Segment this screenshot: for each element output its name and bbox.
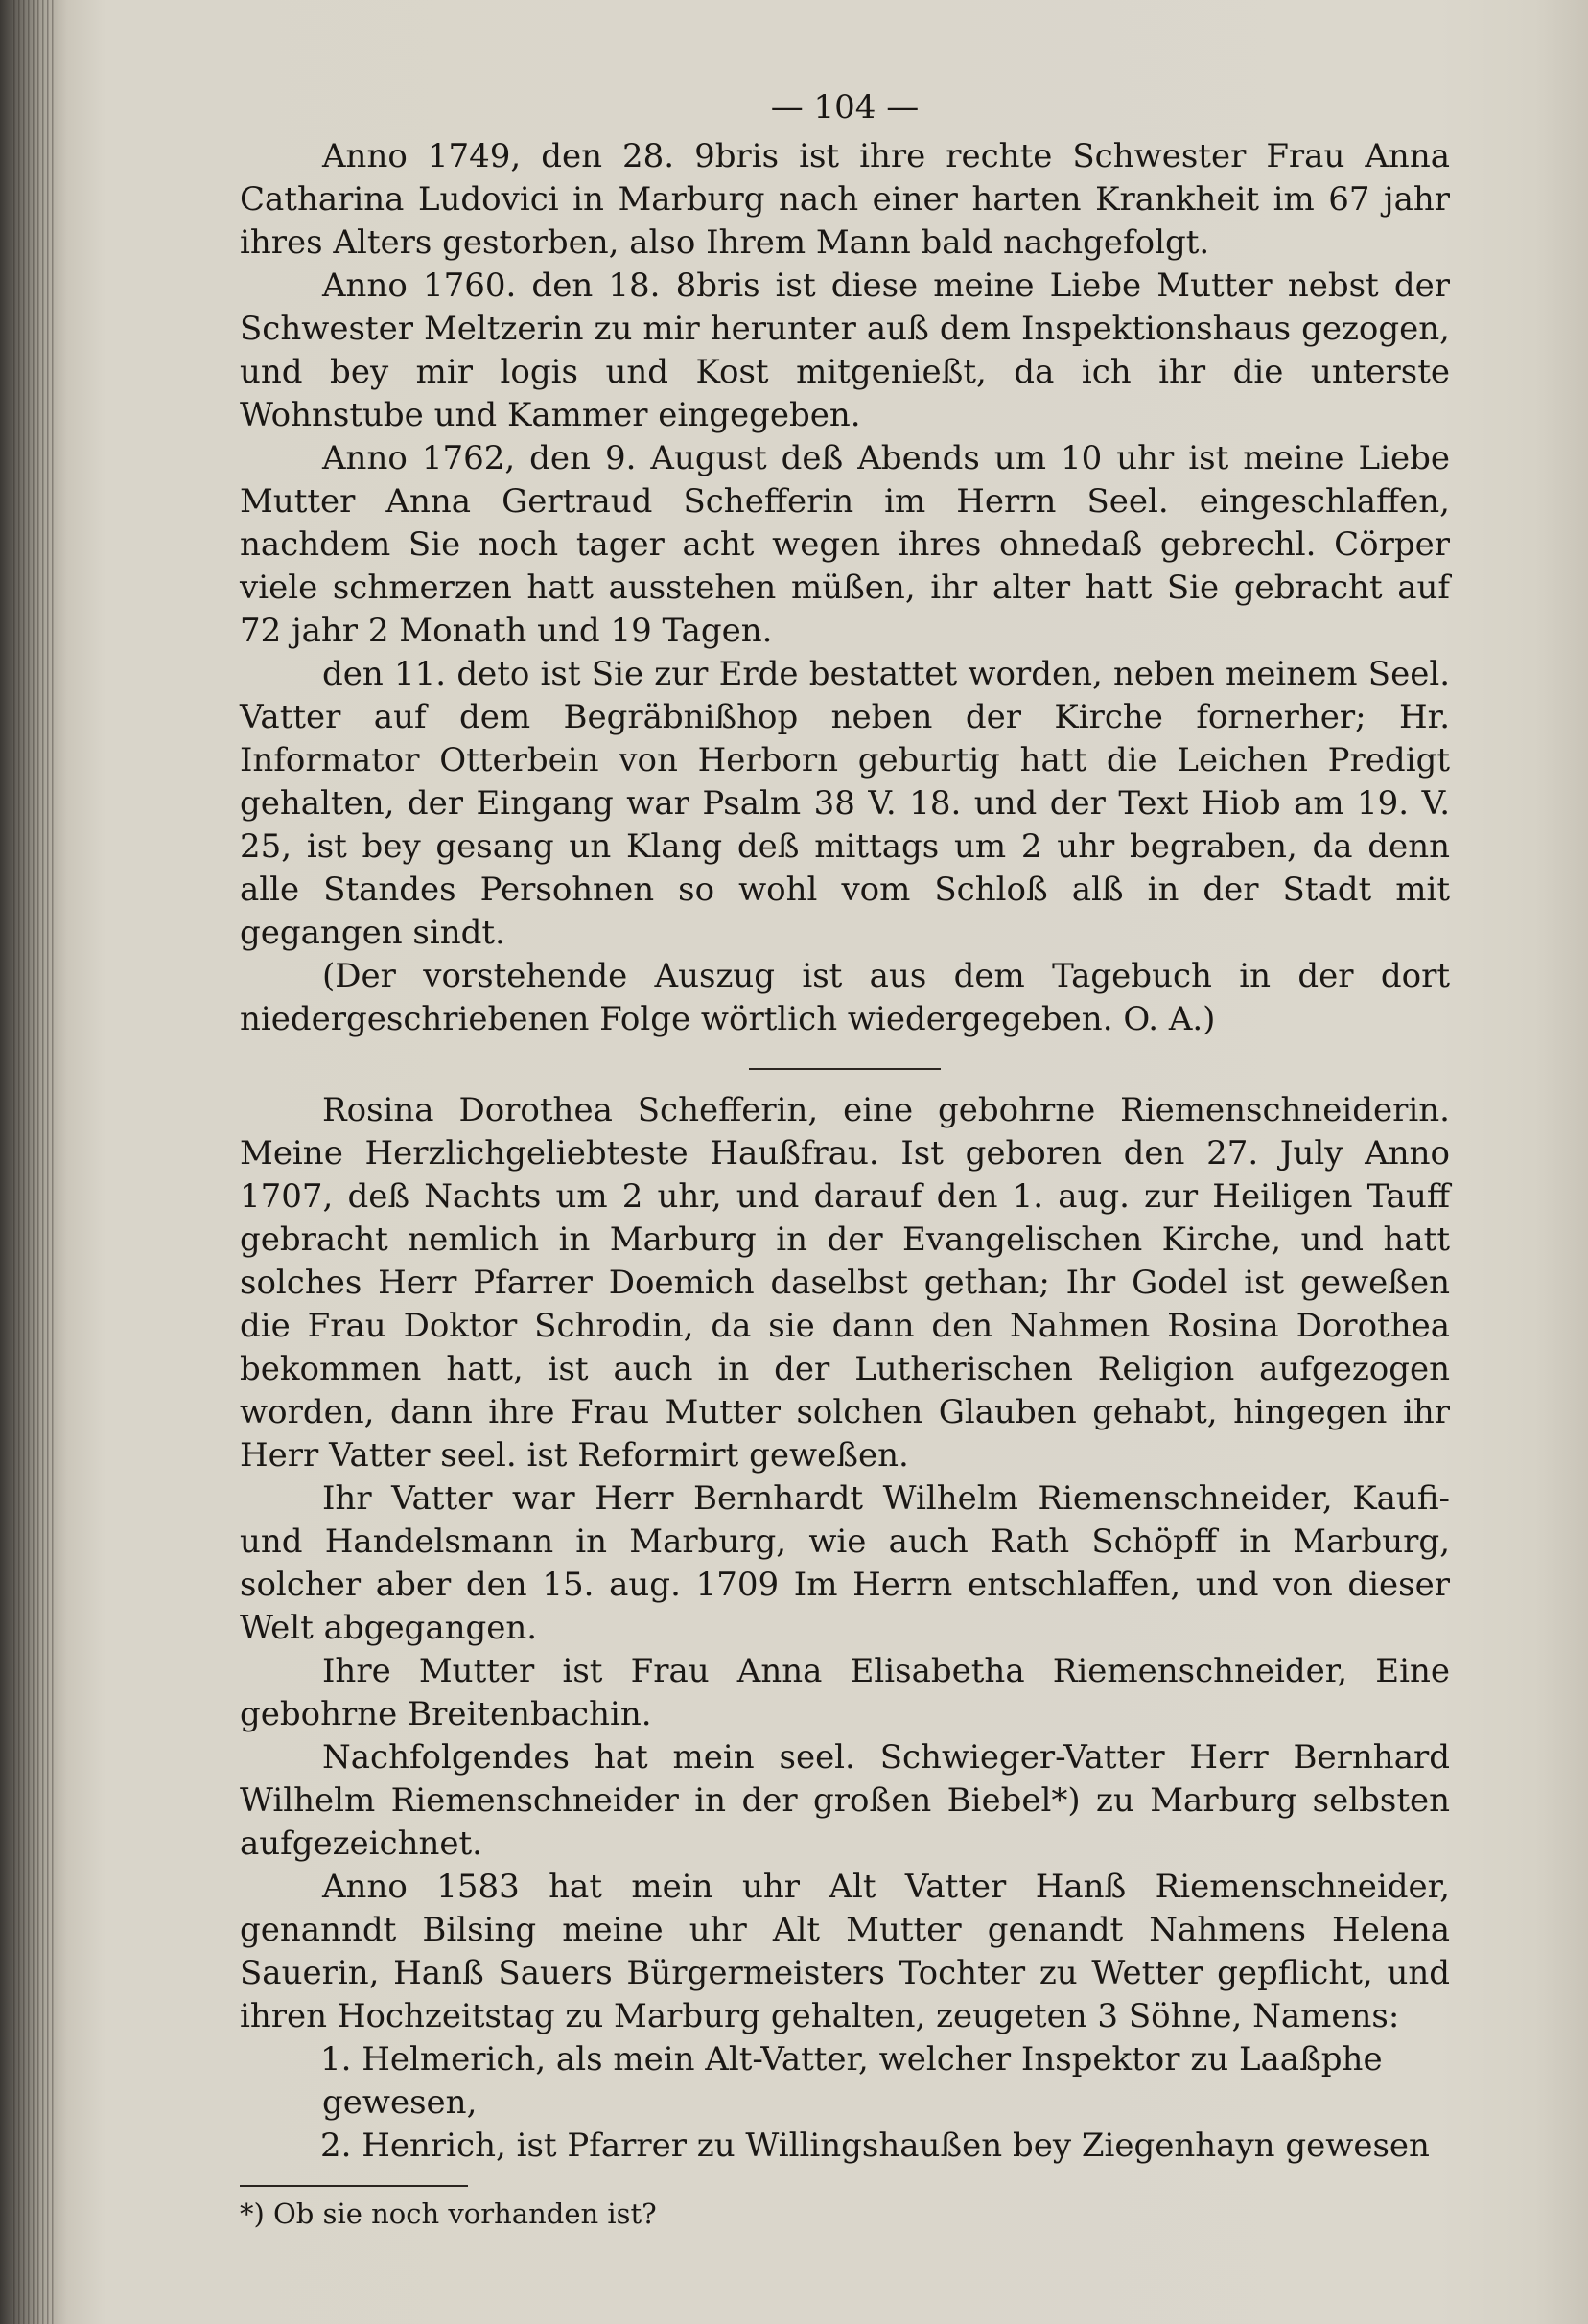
editor-note: (Der vorstehende Auszug ist aus dem Tagebuch in der dort niedergeschriebenen Folge wörtlich wiedergegeben. O. A.) <box>240 957 1450 1038</box>
book-page <box>240 86 1450 2231</box>
book-spine-edge <box>13 0 56 2324</box>
paragraph-mother: Ihre Mutter ist Frau Anna Elisabetha Riemenschneider, Eine gebohrne Breitenbachin. <box>240 1652 1450 1733</box>
paragraph-rosina: Rosina Dorothea Schefferin, eine gebohrne Riemenschneiderin. Meine Herzlichgeliebteste Haußfrau. Ist geboren den 27. July Anno 1707, deß Nachts um 2 uhr, und darauf den 1. aug. zur Heiligen Tauff gebracht nemlich in Marburg in der Evangelischen Kirche, und hatt solches Herr Pfarrer Doemich daselbst gethan; Ihr Godel ist geweßen die Frau Doktor Schrodin, da sie dann den Nahmen Rosina Dorothea bekommen hatt, ist auch in der Lutherischen Religion aufgezogen worden, dann ihre Frau Mutter solchen Glauben gehabt, hingegen ihr Herr Vatter seel. ist Reformirt geweßen. <box>240 1091 1450 1475</box>
paragraph-3: Anno 1762, den 9. August deß Abends um 10 uhr ist meine Liebe Mutter Anna Gertraud Schefferin im Herrn Seel. eingeschlaffen, nachdem Sie noch tager acht wegen ihres ohnedaß gebrechl. Cörper viele schmerzen hatt ausstehen müßen, ihr alter hatt Sie gebracht auf 72 jahr 2 Monath und 19 Tagen. <box>240 439 1450 650</box>
list-item: 1. Helmerich, als mein Alt-Vatter, welcher Inspektor zu Laaßphe gewesen, <box>320 2040 1383 2122</box>
paragraph-father: Ihr Vatter war Herr Bernhardt Wilhelm Riemenschneider, Kaufi- und Handelsmann in Marburg, wie auch Rath Schöpff in Marburg, solcher aber den 15. aug. 1709 Im Herrn entschlaffen, und von dieser Welt abgegangen. <box>240 1479 1450 1647</box>
paragraph-2: Anno 1760. den 18. 8bris ist diese meine Liebe Mutter nebst der Schwester Meltzerin zu mir herunter auß dem Inspektionshaus gezogen, und bey mir logis und Kost mitgenießt, da ich ihr die unterste Wohnstube und Kammer eingegeben. <box>240 267 1450 434</box>
paragraph-anno-1583: Anno 1583 hat mein uhr Alt Vatter Hanß Riemenschneider, genanndt Bilsing meine uhr Alt Mutter genandt Nahmens Helena Sauerin, Hanß Sauers Bürgermeisters Tochter zu Wetter gepflicht, und ihren Hochzeitstag zu Marburg gehalten, zeugeten 3 Söhne, Namens: <box>240 1868 1450 2035</box>
footnote-divider <box>240 2185 468 2187</box>
footnote: *) Ob sie noch vorhanden ist? <box>240 2197 657 2230</box>
section-divider <box>749 1068 941 1070</box>
page-number: — 104 — <box>770 88 920 127</box>
paragraph-1: Anno 1749, den 28. 9bris ist ihre rechte Schwester Frau Anna Catharina Ludovici in Marburg nach einer harten Krankheit im 67 jahr ihres Alters gestorben, also Ihrem Mann bald nachgefolgt. <box>240 137 1450 262</box>
paragraph-4: den 11. deto ist Sie zur Erde bestattet worden, neben meinem Seel. Vatter auf dem Begräbnißhop neben der Kirche fornerher; Hr. Informator Otterbein von Herborn geburtig hatt die Leichen Predigt gehalten, der Eingang war Psalm 38 V. 18. und der Text Hiob am 19. V. 25, ist bey gesang un Klang deß mittags um 2 uhr begraben, da denn alle Standes Persohnen so wohl vom Schloß alß in der Stadt mit gegangen sindt. <box>240 655 1450 952</box>
list-item: 2. Henrich, ist Pfarrer zu Willingshaußen bey Ziegenhayn gewesen <box>320 2126 1430 2165</box>
sons-list <box>240 2038 1450 2168</box>
paragraph-bible-note: Nachfolgendes hat mein seel. Schwieger-Vatter Herr Bernhard Wilhelm Riemenschneider in der großen Biebel*) zu Marburg selbsten aufgezeichnet. <box>240 1738 1450 1863</box>
